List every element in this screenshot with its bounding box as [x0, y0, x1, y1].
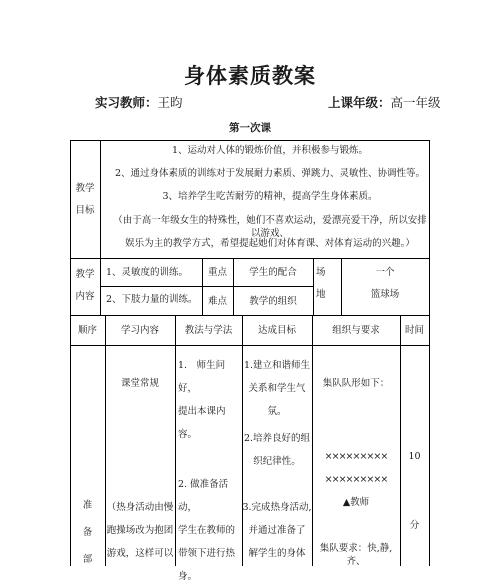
content-item: 1、灵敏度的训练。: [106, 267, 189, 278]
teacher-label: 实习教师：: [95, 95, 158, 110]
table-rule: [175, 315, 176, 566]
table-rule: [312, 315, 313, 566]
time-unit: 分: [409, 520, 420, 531]
header-content: 学习内容: [120, 325, 159, 336]
venue-label: 场 地: [316, 267, 326, 300]
formation-row: ×××××××××: [324, 451, 388, 462]
target-relationship: 1.建立和谐师生 关系和学生气 氛。: [243, 360, 311, 417]
teacher-name: 王昀: [157, 95, 183, 110]
goal-line: 娱乐为主的教学方式，希望提起她们对体育课、对体育运动的兴趣。）: [125, 238, 415, 249]
organization-requirement: 集队要求：快,静,齐、: [319, 543, 393, 567]
document-title: 身体素质教案: [184, 64, 316, 88]
table-border-top: [70, 140, 430, 141]
table-rule: [70, 258, 430, 259]
grade-info: [328, 93, 441, 111]
content-item: 2、下肢力量的训练。: [106, 294, 198, 305]
goals-label: 教学 目标: [75, 183, 95, 216]
header-target: 达成目标: [257, 325, 296, 336]
key-point-value: 学生的配合: [249, 267, 297, 278]
method-greeting: 1. 师生问好， 提出本课内容。: [178, 360, 226, 440]
table-border-right: [429, 140, 430, 566]
difficult-point-label: 难点: [207, 296, 227, 307]
key-point-label: 重点: [207, 267, 227, 278]
content-warmup-note: （热身活动由慢 跑操场改为抱团 游戏，这样可以: [106, 502, 174, 559]
header-order: 顺序: [77, 325, 97, 336]
teacher-position-marker: ▲教师: [342, 497, 370, 508]
venue-value: 一个 篮球场: [370, 267, 400, 300]
target-warmup: 3.完成热身活动, 并通过准备了 解学生的身体: [242, 502, 312, 559]
goal-line: 1、运动对人体的锻炼价值，并积极参与锻炼。: [171, 145, 369, 156]
organization-formation-label: 集队队形如下：: [322, 378, 390, 389]
lesson-plan-table: [70, 140, 430, 582]
target-discipline: 2.培养良好的组 织纪律性。: [243, 433, 311, 467]
formation-row: ×××××××××: [324, 474, 388, 485]
goal-line: 2、通过身体素质的训练对于发展耐力素质、弹跳力、灵敏性、协调性等。: [114, 168, 426, 179]
goal-line: （由于高一年级女生的特殊性，她们不喜欢运动，爱漂亮爱干净，所以安排以游戏、: [113, 215, 427, 239]
grade-value: 高一年级: [390, 95, 441, 110]
teacher-info: [95, 93, 183, 111]
table-rule: [100, 286, 314, 287]
table-rule: [70, 315, 430, 316]
difficult-point-value: 教学的组织: [249, 296, 297, 307]
grade-label: 上课年级：: [328, 95, 391, 110]
lesson-number: 第一次课: [229, 122, 271, 134]
content-class-routine: 课堂常规: [120, 378, 159, 389]
method-warmup: 2. 做准备活动， 学生在教师的 带领下进行热 身。: [178, 479, 236, 582]
header-organization: 组织与要求: [332, 325, 380, 336]
header-time: 时间: [404, 325, 424, 336]
content-label: 教学 内容: [75, 269, 95, 302]
table-rule: [70, 345, 430, 346]
time-value: 10: [408, 451, 421, 462]
section-preparation: 准 备 部: [82, 500, 93, 565]
goal-line: 3、培养学生吃苦耐劳的精神，提高学生身体素质。: [162, 191, 378, 202]
table-rule: [100, 140, 101, 315]
table-rule: [313, 258, 314, 315]
header-method: 教法与学法: [184, 325, 233, 336]
